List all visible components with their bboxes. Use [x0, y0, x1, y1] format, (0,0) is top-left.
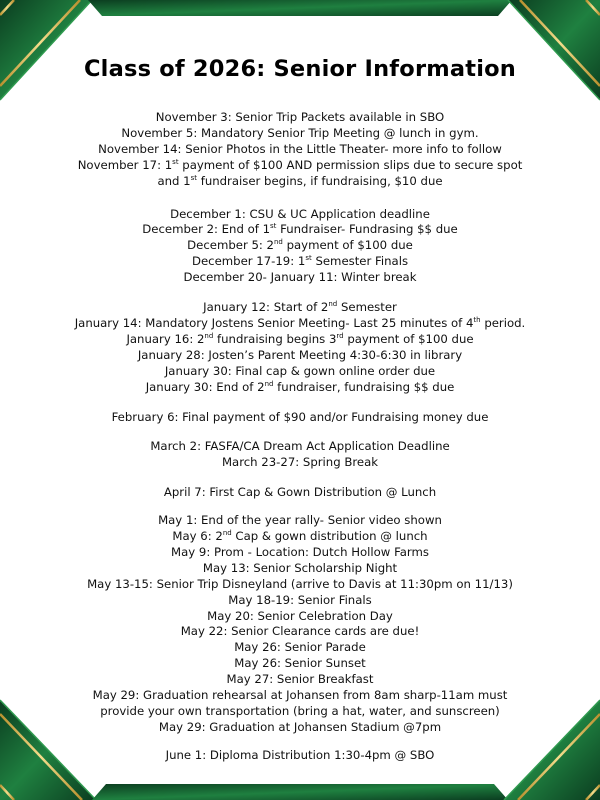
- schedule-section: [0, 300, 600, 395]
- ordinal-suffix: nd: [264, 379, 274, 388]
- schedule-section: [0, 110, 600, 190]
- line-text: Semester Finals: [311, 254, 409, 269]
- schedule-section: [0, 207, 600, 287]
- schedule-line: [0, 748, 600, 764]
- line-text: November 14: Senior Photos in the Little Theater- more info to follow: [98, 141, 502, 156]
- ordinal-suffix: th: [473, 316, 481, 325]
- ordinal-suffix: nd: [204, 331, 214, 340]
- line-text: February 6: Final payment of $90 and/or Fundraising money due: [111, 409, 489, 424]
- line-text: fundraising begins 3: [213, 331, 337, 346]
- ordinal-suffix: nd: [328, 300, 338, 309]
- line-text: May 13: Senior Scholarship Night: [202, 560, 398, 575]
- schedule-section: [0, 513, 600, 736]
- line-text: May 6: 2: [172, 529, 223, 544]
- line-text: November 17: 1: [77, 157, 173, 172]
- ordinal-suffix: st: [172, 157, 179, 166]
- line-text: Semester: [337, 300, 397, 315]
- line-text: December 2: End of 1: [142, 222, 271, 237]
- ordinal-suffix: st: [190, 173, 197, 182]
- section-gap: [0, 471, 600, 485]
- line-text: January 30: Final cap & gown online order due: [164, 363, 436, 378]
- schedule-line: [0, 485, 600, 501]
- schedule-section: [0, 748, 600, 764]
- schedule-line: [0, 380, 600, 396]
- schedule-line: [0, 593, 600, 609]
- ordinal-suffix: st: [270, 222, 277, 231]
- line-text: fundraiser begins, if fundraising, $10 due: [196, 173, 443, 188]
- line-text: May 9: Prom - Location: Dutch Hollow Farms: [171, 544, 429, 559]
- line-text: December 20- January 11: Winter break: [183, 270, 417, 285]
- schedule-line: [0, 609, 600, 625]
- schedule-section: [0, 485, 600, 501]
- schedule-line: [0, 254, 600, 270]
- schedule-line: [0, 142, 600, 158]
- line-text: May 22: Senior Clearance cards are due!: [180, 624, 420, 639]
- schedule-line: [0, 110, 600, 126]
- corner-top-right: [508, 0, 600, 100]
- line-text: fundraiser, fundraising $$ due: [273, 379, 455, 394]
- schedule-line: [0, 348, 600, 364]
- schedule-line: [0, 561, 600, 577]
- schedule-line: [0, 455, 600, 471]
- line-text: May 29: Graduation rehearsal at Johansen from 8am sharp-11am must: [92, 688, 508, 703]
- line-text: provide your own transportation (bring a hat, water, and sunscreen): [100, 704, 500, 718]
- schedule-line: [0, 270, 600, 286]
- corner-top-left: [0, 0, 92, 100]
- schedule-line: [0, 158, 600, 174]
- line-text: December 5: 2: [187, 238, 274, 253]
- line-text: December 1: CSU & UC Application deadline: [170, 206, 430, 221]
- line-text: December 17-19: 1: [191, 254, 306, 269]
- ordinal-suffix: nd: [222, 529, 232, 538]
- line-text: June 1: Diploma Distribution 1:30-4pm @ SBO: [165, 747, 435, 762]
- schedule-line: [0, 672, 600, 688]
- ordinal-suffix: st: [305, 254, 312, 263]
- schedule-line: [0, 316, 600, 332]
- schedule-line: [0, 126, 600, 142]
- line-text: May 20: Senior Celebration Day: [207, 608, 393, 623]
- schedule-content: [0, 110, 600, 764]
- section-gap: [0, 425, 600, 439]
- line-text: period.: [480, 315, 526, 330]
- schedule-line: [0, 529, 600, 545]
- page-title: Class of 2026: Senior Information: [83, 56, 517, 82]
- bottom-band: [92, 783, 508, 800]
- section-gap: [0, 286, 600, 300]
- schedule-line: [0, 174, 600, 190]
- schedule-line: [0, 410, 600, 426]
- line-text: May 26: Senior Sunset: [234, 656, 366, 671]
- line-text: Fundraiser- Fundrasing $$ due: [276, 222, 458, 237]
- section-gap: [0, 501, 600, 513]
- line-text: March 23-27: Spring Break: [221, 455, 379, 470]
- schedule-line: [0, 656, 600, 672]
- line-text: and 1: [157, 173, 191, 188]
- schedule-section: [0, 439, 600, 471]
- line-text: March 2: FASFA/CA Dream Act Application Deadline: [150, 439, 450, 454]
- ordinal-suffix: nd: [274, 238, 283, 247]
- schedule-line: [0, 704, 600, 720]
- line-text: November 3: Senior Trip Packets available in SBO: [155, 110, 445, 124]
- schedule-line: [0, 513, 600, 529]
- line-text: January 14: Mandatory Jostens Senior Meeting- Last 25 minutes of 4: [74, 315, 474, 330]
- schedule-line: [0, 545, 600, 561]
- line-text: May 26: Senior Parade: [234, 640, 366, 655]
- line-text: May 29: Graduation at Johansen Stadium @7pm: [158, 719, 442, 734]
- schedule-line: [0, 640, 600, 656]
- line-text: January 16: 2: [126, 331, 205, 346]
- schedule-line: [0, 238, 600, 254]
- section-gap: [0, 396, 600, 410]
- section-gap: [0, 190, 600, 207]
- line-text: November 5: Mandatory Senior Trip Meeting @ lunch in gym.: [121, 125, 479, 140]
- line-text: May 1: End of the year rally- Senior video shown: [158, 513, 442, 528]
- ordinal-suffix: rd: [336, 331, 344, 340]
- line-text: payment of $100 AND permission slips due to secure spot: [178, 157, 523, 172]
- schedule-line: [0, 207, 600, 223]
- schedule-line: [0, 688, 600, 704]
- schedule-line: [0, 624, 600, 640]
- line-text: Cap & gown distribution @ lunch: [231, 529, 428, 544]
- schedule-line: [0, 332, 600, 348]
- schedule-line: [0, 364, 600, 380]
- schedule-section: [0, 410, 600, 426]
- top-band: [88, 0, 512, 18]
- schedule-line: [0, 439, 600, 455]
- line-text: April 7: First Cap & Gown Distribution @ Lunch: [163, 485, 437, 500]
- line-text: payment of $100 due: [343, 331, 474, 346]
- section-gap: [0, 736, 600, 748]
- schedule-line: [0, 222, 600, 238]
- schedule-line: [0, 577, 600, 593]
- line-text: January 12: Start of 2: [203, 300, 329, 315]
- line-text: January 28: Josten’s Parent Meeting 4:30-6:30 in library: [137, 347, 463, 362]
- line-text: May 27: Senior Breakfast: [226, 672, 374, 687]
- schedule-line: [0, 300, 600, 316]
- line-text: May 18-19: Senior Finals: [228, 592, 372, 607]
- schedule-line: [0, 720, 600, 736]
- line-text: payment of $100 due: [282, 238, 413, 253]
- line-text: January 30: End of 2: [145, 379, 265, 394]
- line-text: May 13-15: Senior Trip Disneyland (arrive to Davis at 11:30pm on 11/13): [87, 576, 513, 591]
